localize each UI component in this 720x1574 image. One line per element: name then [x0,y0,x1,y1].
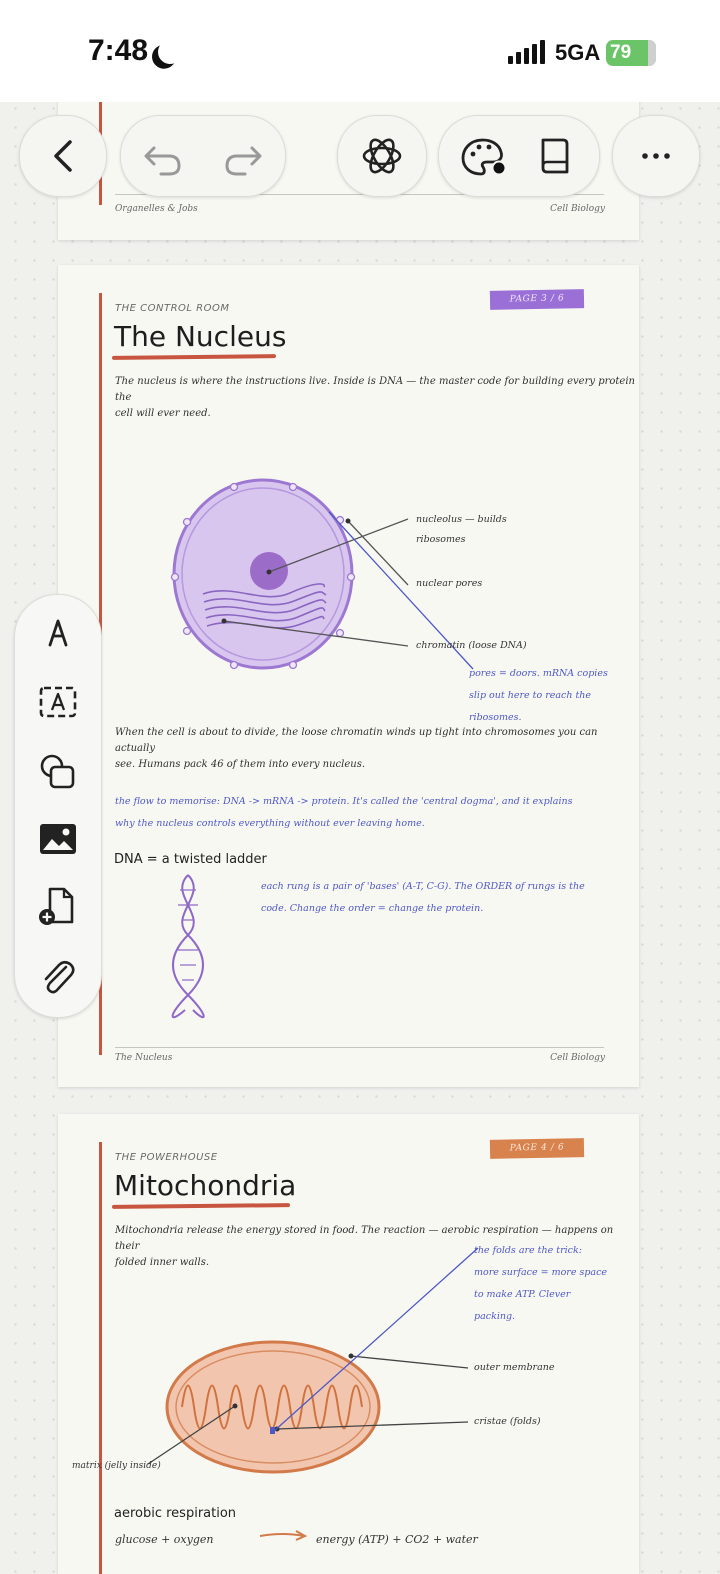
label-matrix: matrix (jelly inside) [72,1461,161,1471]
back-button[interactable] [19,115,107,197]
respiration-heading: aerobic respiration [114,1506,237,1521]
clock: 7:48 [88,34,149,67]
focus-moon-icon [155,37,184,66]
label-nucleolus [416,510,507,550]
outer-membrane [167,1342,379,1472]
body-line: see. Humans pack 46 of them into every nucleus. [115,759,366,770]
footer-right: Cell Biology [550,204,605,214]
equation-left: glucose + oxygen [115,1533,214,1546]
tool-sidebar [14,594,102,1018]
section-kicker: THE POWERHOUSE [115,1152,218,1163]
note-line: ribosomes. [469,712,522,723]
pen-icon[interactable] [36,611,80,655]
note-line: the flow to memorise: DNA -> mRNA -> protein. It's called the 'central dogma', and it explains [115,796,573,807]
text-box-icon[interactable] [36,680,80,724]
battery-charging-icon [648,40,656,66]
footer-rule [115,1047,604,1048]
label-cristae: cristae (folds) [474,1416,541,1427]
dna-heading: DNA = a twisted ladder [114,852,267,867]
rung-note [261,876,585,920]
note-line: slip out here to reach the [469,690,592,701]
equation-arrow [260,1534,304,1536]
note-line: to make ATP. Clever [474,1289,571,1300]
status-bar [0,0,720,102]
back-icon [20,116,106,196]
notebook-page-nucleus [58,265,639,1087]
undo-icon[interactable] [121,116,203,196]
dna-helix [173,875,204,1017]
note-line: more surface = more space [474,1267,608,1278]
note-line: code. Change the order = change the protein. [261,903,484,914]
add-page-icon[interactable] [36,884,80,928]
notebook-icon[interactable] [525,116,599,196]
label-outer-membrane: outer membrane [474,1362,555,1373]
palette-icon[interactable] [439,116,525,196]
footer-left: The Nucleus [115,1053,173,1063]
section-kicker: THE CONTROL ROOM [115,303,230,314]
footer-left: Organelles & Jobs [115,204,198,214]
ai-sparkle-icon [338,116,426,196]
label-chromatin: chromatin (loose DNA) [416,640,527,651]
label-line: ribosomes [416,534,466,545]
notebook-page-mitochondria [58,1114,639,1574]
more-icon [613,116,699,196]
battery-indicator [606,40,656,66]
intro-line: The nucleus is where the instructions live. Inside is DNA — the master code for building every protein the [115,376,635,403]
page-title: Mitochondria [114,1169,297,1202]
style-group [438,115,600,197]
network-type: 5GA [555,40,601,65]
ai-assist-button[interactable] [337,115,427,197]
equation-right: energy (ATP) + CO2 + water [316,1533,478,1546]
mitochondria-diagram [58,1114,639,1574]
note-line: packing. [474,1311,516,1322]
attachment-icon[interactable] [36,955,80,999]
flow-note [115,791,572,835]
label-nuclear-pores: nuclear pores [416,578,483,589]
divide-text [115,725,639,773]
more-button[interactable] [612,115,700,197]
note-line: why the nucleus controls everything without ever leaving home. [115,818,425,829]
intro-line: folded inner walls. [115,1257,210,1268]
intro-line: cell will ever need. [115,408,211,419]
note-line: the folds are the trick: [474,1245,582,1256]
note-line: each rung is a pair of 'bases' (A-T, C-G). The ORDER of rungs is the [261,881,585,892]
pores-note [469,663,608,729]
redo-icon[interactable] [203,116,285,196]
undo-redo-group [120,115,286,197]
signal-icon [508,40,545,64]
page-title: The Nucleus [114,320,287,353]
body-line: When the cell is about to divide, the loose chromatin winds up tight into chromosomes you can actually [115,727,598,754]
image-icon[interactable] [36,817,80,861]
note-line: pores = doors. mRNA copies [469,668,608,679]
page-badge: PAGE 4 / 6 [490,1138,584,1159]
page-badge: PAGE 3 / 6 [490,289,584,310]
shapes-icon[interactable] [36,750,80,794]
footer-right: Cell Biology [550,1053,605,1063]
label-line: nucleolus — builds [416,514,507,525]
battery-level: 79 [610,42,632,63]
intro-line: Mitochondria release the energy stored in food. The reaction — aerobic respiration — happens on their [115,1225,614,1252]
